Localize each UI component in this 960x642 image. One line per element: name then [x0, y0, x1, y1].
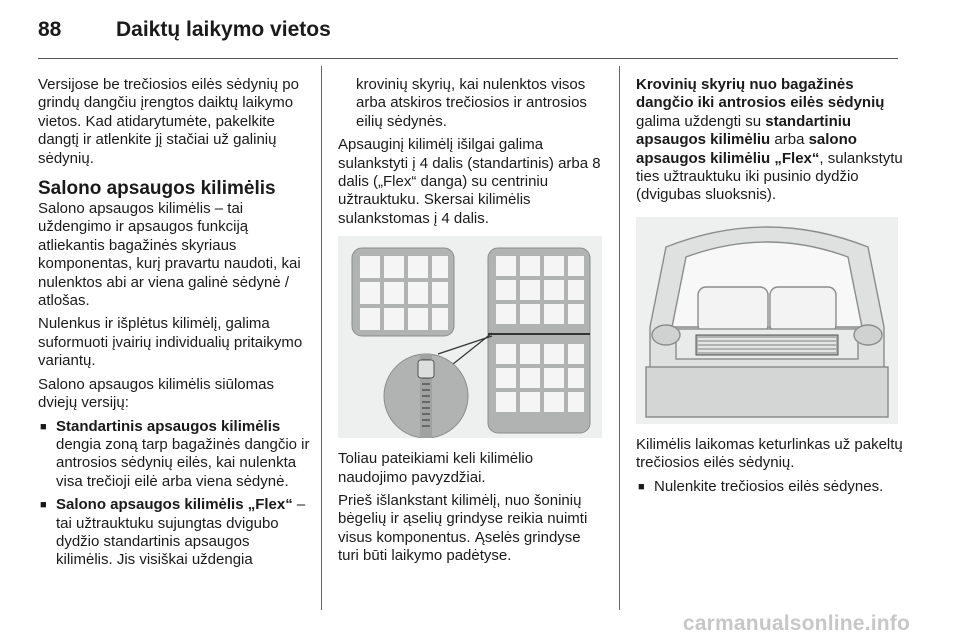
bold-term: salono apsaugos kilimėliu „Flex“ [636, 131, 857, 167]
bold-lead: Krovinių skyrių nuo bagažinės dangčio iki antrosios eilės sėdynių [636, 76, 885, 112]
cargo-mat-figure [338, 236, 602, 438]
header-rule [38, 58, 898, 59]
bullet-text: – tai užtrauktuku sujungtas dvigubo dydžio standartinis apsaugos kilimėlis. Jis visiškai uždengia [56, 496, 306, 569]
watermark: carmanualsonline.info [682, 612, 910, 635]
paragraph: Kilimėlis laikomas keturlinkas už pakeltų trečiosios eilės sėdynių. [636, 435, 903, 472]
bullet-text: dengia zoną tarp bagažinės dangčio ir antrosios sėdynių eilės, kai nulenkta visa trečioji eilė arba viena sėdynė. [56, 435, 310, 490]
column-2 [338, 76, 602, 571]
flex-mat-icon [488, 248, 590, 433]
paragraph: Prieš išlankstant kilimėlį, nuo šoninių bėgelių ir ąselių grindyse reikia nuimti visus komponentus. Ąselės grindyse turi būti laikymo padėtyse. [338, 492, 588, 565]
bullet-title: Standartinis apsaugos kilimėlis [56, 417, 281, 435]
text: arba [770, 131, 809, 149]
continued-text: krovinių skyrių, kai nulenktos visos arba atskiros trečiosios ir antrosios eilių sėdynės. [356, 76, 587, 130]
bullet-item [38, 418, 310, 436]
bold-term: standartiniu apsaugos kilimėliu [636, 112, 852, 149]
paragraph: Salono apsaugos kilimėlis – tai uždengimo ir apsaugos funkciją atliekantis bagažinės skyriaus komponentas, kurį pravartu naudoti, kai nulenktos abi ar viena galinė sėdynė / atlošas. [38, 200, 301, 310]
text: galima uždengti su [636, 112, 766, 130]
bullet-icon: ■ [40, 499, 47, 512]
bullet-text: Nulenkite trečiosios eilės sėdynes. [654, 477, 884, 495]
page-title: Daiktų laikymo vietos [116, 18, 331, 41]
bullet-item [636, 478, 904, 496]
paragraph: Apsauginį kilimėlį išilgai galima sulankstyti į 4 dalis (standartinis) arba 8 dalis („Flex“ danga) su centriniu užtrauktuku. Skersai kilimėlis sulankstomas į 4 dalis. [338, 136, 601, 227]
paragraph [636, 76, 904, 205]
column-divider-2 [619, 66, 620, 610]
page-number: 88 [38, 18, 62, 41]
bullet-item [38, 496, 310, 570]
paragraph: Nulenkus ir išplėtus kilimėlį, galima suformuoti įvairių individualių pritaikymo variantų. [38, 315, 303, 370]
column-3 [636, 76, 904, 501]
standard-mat-icon [352, 248, 454, 336]
cargo-mat-icon [696, 335, 838, 355]
paragraph: Toliau pateikiami keli kilimėlio naudojimo pavyzdžiai. [338, 450, 534, 486]
car-rear-icon [646, 227, 888, 417]
bullet-icon: ■ [638, 480, 645, 493]
column-divider-1 [321, 66, 322, 610]
text: , sulankstytu ties užtrauktuku iki pusinio dydžio (dvigubas sluoksnis). [636, 149, 903, 204]
intro-paragraph: Versijose be trečiosios eilės sėdynių po grindų dangčiu įrengtos daiktų laikymo vietos. Kad atidarytumėte, pakelkite dangtį ir atlenkite jį stačiai už galinių sėdynių. [38, 76, 299, 167]
bullet-icon: ■ [40, 420, 47, 433]
section-heading: Salono apsaugos kilimėlis [38, 178, 276, 200]
car-trunk-figure [636, 217, 898, 424]
bullet-title: Salono apsaugos kilimėlis „Flex“ [56, 496, 293, 514]
page-header [38, 18, 331, 48]
column-1 [38, 76, 310, 575]
paragraph: Salono apsaugos kilimėlis siūlomas dviejų versijų: [38, 375, 274, 412]
